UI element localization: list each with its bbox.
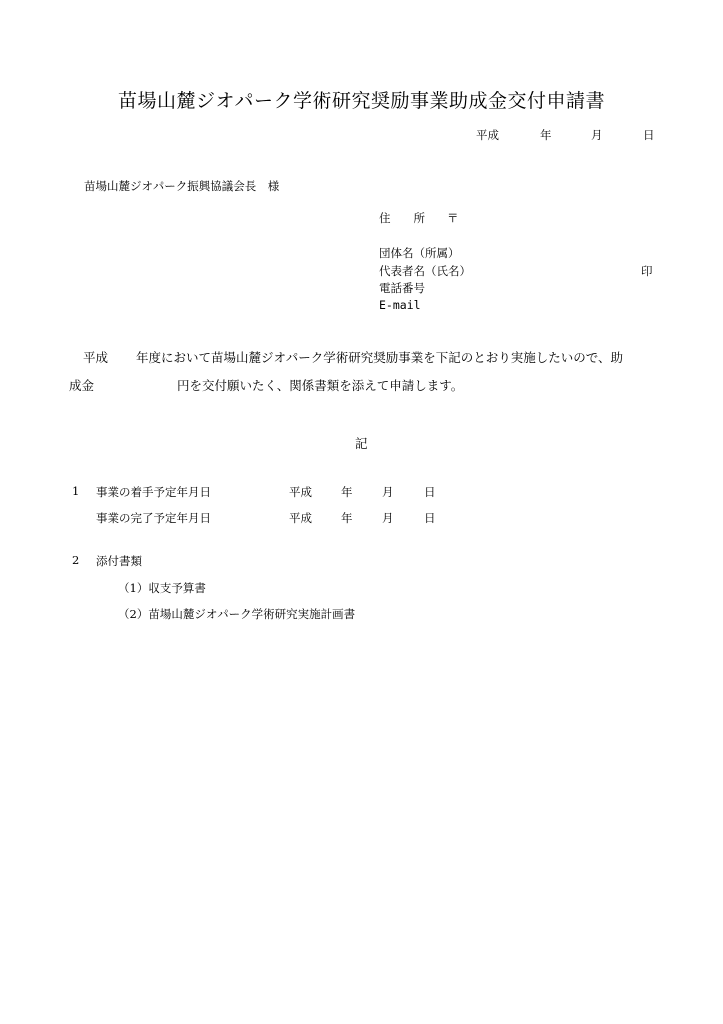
ki-heading: 記 xyxy=(355,436,368,451)
body-line2-prefix: 成金 xyxy=(69,378,95,393)
item1-number: 1 xyxy=(72,484,80,498)
start-date-year: 年 xyxy=(341,485,353,499)
body-line1-era: 平成 xyxy=(83,350,109,365)
end-date-year: 年 xyxy=(341,511,353,525)
addressee: 苗場山麓ジオパーク振興協議会長 様 xyxy=(84,179,280,193)
end-date-day: 日 xyxy=(424,511,436,525)
representative-label: 代表者名（氏名） xyxy=(379,264,471,278)
organization-label: 団体名（所属） xyxy=(379,246,460,260)
start-date-era: 平成 xyxy=(289,485,312,499)
attachment-1: （1）収支予算書 xyxy=(118,581,206,595)
end-date-month: 月 xyxy=(382,511,394,525)
attachment-2: （2）苗場山麓ジオパーク学術研究実施計画書 xyxy=(118,607,356,621)
seal-mark: 印 xyxy=(641,264,653,278)
body-line1-text: 年度において苗場山麓ジオパーク学術研究奨励事業を下記のとおり実施したいので、助 xyxy=(136,350,624,365)
address-label: 住 所 xyxy=(379,211,425,225)
postal-mark: 〒 xyxy=(447,211,459,225)
end-date-label: 事業の完了予定年月日 xyxy=(96,511,211,525)
date-month: 月 xyxy=(591,128,603,142)
date-era: 平成 xyxy=(476,128,499,142)
phone-label: 電話番号 xyxy=(379,281,425,295)
end-date-era: 平成 xyxy=(289,511,312,525)
start-date-label: 事業の着手予定年月日 xyxy=(96,485,211,499)
attachments-label: 添付書類 xyxy=(96,554,142,568)
start-date-month: 月 xyxy=(382,485,394,499)
start-date-day: 日 xyxy=(424,485,436,499)
date-day: 日 xyxy=(643,128,655,142)
date-year: 年 xyxy=(540,128,552,142)
document-title: 苗場山麓ジオパーク学術研究奨励事業助成金交付申請書 xyxy=(117,90,606,112)
body-line2-text: 円を交付願いたく、関係書類を添えて申請します。 xyxy=(177,378,464,393)
item2-number: 2 xyxy=(72,553,80,567)
email-label: E-mail xyxy=(379,298,421,312)
